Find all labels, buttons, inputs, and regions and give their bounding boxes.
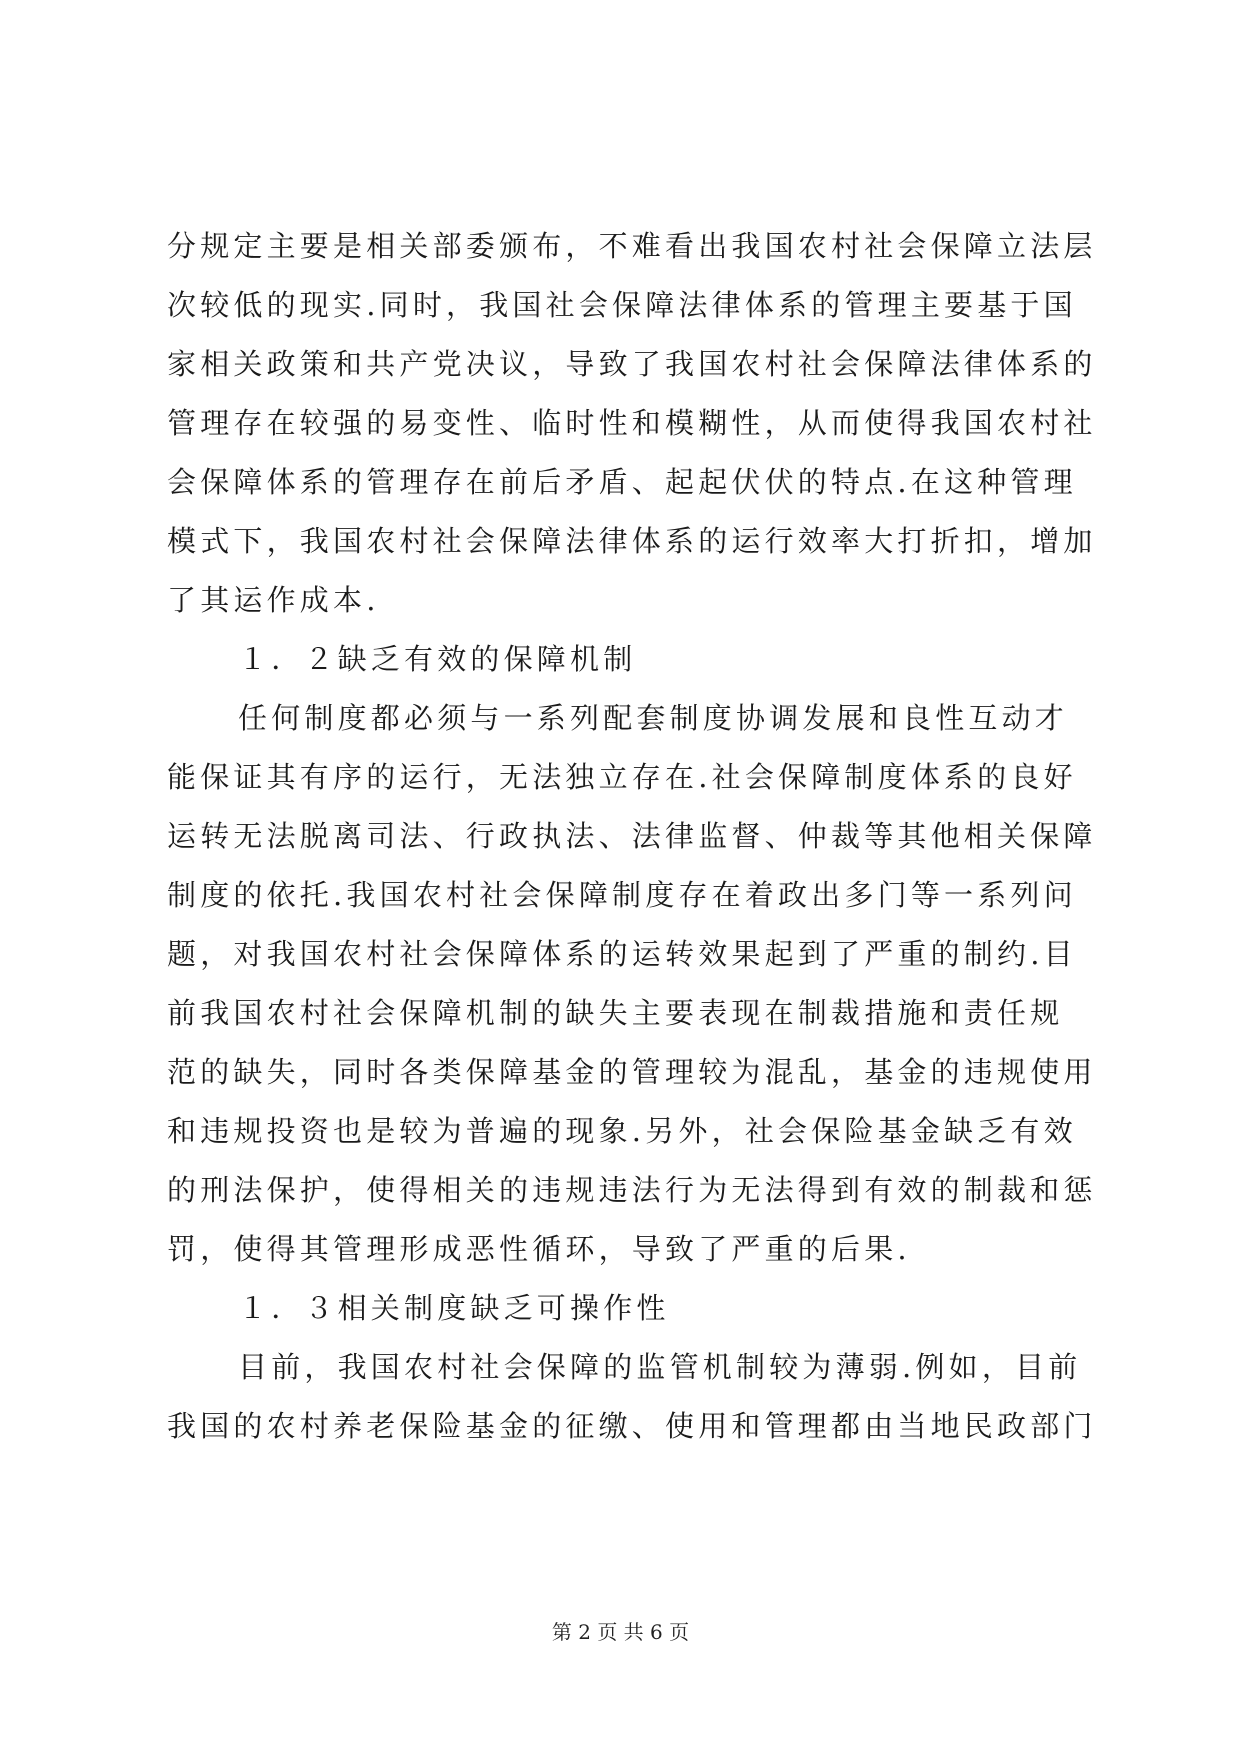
body-text-line: 的刑法保护，使得相关的违规违法行为无法得到有效的制裁和惩	[167, 1173, 1097, 1207]
body-text-line: 罚，使得其管理形成恶性循环，导致了严重的后果.	[167, 1232, 911, 1266]
body-text-line: 范的缺失，同时各类保障基金的管理较为混乱，基金的违规使用	[167, 1055, 1097, 1089]
body-text-line: 能保证其有序的运行，无法独立存在.社会保障制度体系的良好	[167, 760, 1077, 794]
body-text-line: 分规定主要是相关部委颁布，不难看出我国农村社会保障立法层	[167, 229, 1097, 263]
body-text-line: 前我国农村社会保障机制的缺失主要表现在制裁措施和责任规	[167, 996, 1064, 1030]
section-heading: １．２缺乏有效的保障机制	[238, 642, 637, 676]
page-footer	[0, 1619, 1241, 1645]
body-text-line: 和违规投资也是较为普遍的现象.另外，社会保险基金缺乏有效	[167, 1114, 1077, 1148]
body-text-line: 模式下，我国农村社会保障法律体系的运行效率大打折扣，增加	[167, 524, 1097, 558]
body-text-line: 会保障体系的管理存在前后矛盾、起起伏伏的特点.在这种管理	[167, 465, 1077, 499]
body-text-line: 了其运作成本.	[167, 583, 380, 617]
body-text-line: 题，对我国农村社会保障体系的运转效果起到了严重的制约.目	[167, 937, 1077, 971]
body-text-line: 管理存在较强的易变性、临时性和模糊性，从而使得我国农村社	[167, 406, 1097, 440]
body-text-line: 运转无法脱离司法、行政执法、法律监督、仲裁等其他相关保障	[167, 819, 1097, 853]
paragraph-first-line: 任何制度都必须与一系列配套制度协调发展和良性互动才	[238, 701, 1069, 735]
section-heading: １．３相关制度缺乏可操作性	[238, 1291, 670, 1325]
page-number-label: 第 2 页 共 6 页	[551, 1620, 690, 1644]
body-text-line: 家相关政策和共产党决议，导致了我国农村社会保障法律体系的	[167, 347, 1097, 381]
body-text-line: 我国的农村养老保险基金的征缴、使用和管理都由当地民政部门	[167, 1409, 1097, 1443]
body-text-line: 制度的依托.我国农村社会保障制度存在着政出多门等一系列问	[167, 878, 1077, 912]
paragraph-first-line: 目前，我国农村社会保障的监管机制较为薄弱.例如，目前	[238, 1350, 1082, 1384]
body-text-line: 次较低的现实.同时，我国社会保障法律体系的管理主要基于国	[167, 288, 1077, 322]
